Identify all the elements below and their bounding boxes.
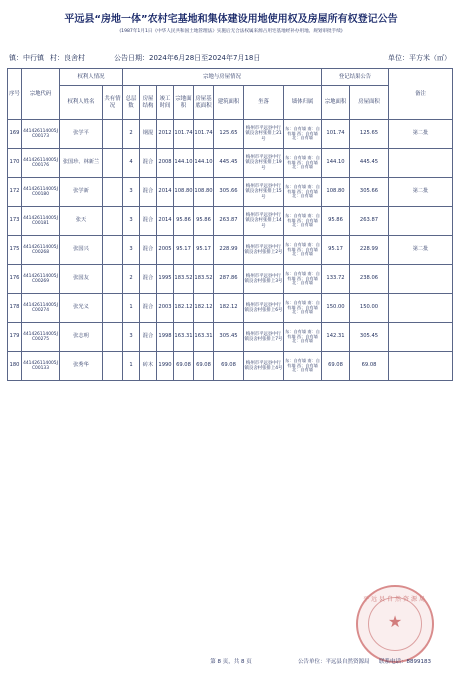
cell-reg-land: 101.74 <box>322 120 350 149</box>
cell-boundary: 东：自有墙 南：自有墙 西：自有墙 北：自有墙 <box>284 294 322 323</box>
cell-year: 2014 <box>157 207 174 236</box>
cell-boundary: 东：自有墙 南：自有墙 西：自有墙 北：自有墙 <box>284 149 322 178</box>
cell-note <box>389 352 453 381</box>
cell-build-area: 305.66 <box>214 178 244 207</box>
cell-land-area: 95.86 <box>174 207 194 236</box>
cell-name: 张国珍、林新兰 <box>60 149 103 178</box>
col-header-base-area: 房屋基底面积 <box>194 86 214 120</box>
cell-reg-land: 133.72 <box>322 265 350 294</box>
cell-build-area: 445.45 <box>214 149 244 178</box>
official-seal-stamp <box>356 585 434 663</box>
cell-note <box>389 149 453 178</box>
cell-code: 441426114005JC00274 <box>22 294 60 323</box>
cell-co <box>103 120 123 149</box>
town-label: 镇：中行镇 <box>9 54 44 62</box>
cell-land-area: 144.10 <box>174 149 194 178</box>
footer-contact <box>298 657 431 665</box>
col-header-land-area: 宗地面积 <box>174 86 194 120</box>
col-header-seq: 序号 <box>8 69 22 120</box>
cell-seq: 173 <box>8 207 22 236</box>
cell-year: 2005 <box>157 236 174 265</box>
cell-structure: 混合 <box>140 207 157 236</box>
cell-base-area: 144.10 <box>194 149 214 178</box>
cell-build-area: 305.45 <box>214 323 244 352</box>
cell-structure: 钢混 <box>140 120 157 149</box>
cell-seq: 172 <box>8 178 22 207</box>
cell-seq: 176 <box>8 265 22 294</box>
cell-year: 2003 <box>157 294 174 323</box>
cell-reg-land: 69.08 <box>322 352 350 381</box>
cell-code: 441426114005JC00133 <box>22 352 60 381</box>
cell-seq: 169 <box>8 120 22 149</box>
phone-label: 联系电话：8899183 <box>379 659 432 665</box>
col-header-co: 共有情况 <box>103 86 123 120</box>
cell-structure: 混合 <box>140 294 157 323</box>
cell-reg-house: 228.99 <box>350 236 389 265</box>
cell-base-area: 69.08 <box>194 352 214 381</box>
cell-build-area: 182.12 <box>214 294 244 323</box>
cell-code: 441426114005JC00275 <box>22 323 60 352</box>
col-header-reg-land: 宗地面积 <box>322 86 350 120</box>
table-row <box>8 178 453 207</box>
cell-land-area: 101.74 <box>174 120 194 149</box>
cell-base-area: 183.52 <box>194 265 214 294</box>
village-label: 村：良舍村 <box>50 54 85 62</box>
cell-address: 梅州市平远县中行镇良舍村张排上19号 <box>244 149 284 178</box>
cell-name: 张天 <box>60 207 103 236</box>
cell-code: 441426114005JC00173 <box>22 120 60 149</box>
cell-base-area: 108.80 <box>194 178 214 207</box>
cell-base-area: 182.12 <box>194 294 214 323</box>
cell-name: 张秀华 <box>60 352 103 381</box>
table-row <box>8 149 453 178</box>
cell-land-area: 108.80 <box>174 178 194 207</box>
cell-note <box>389 294 453 323</box>
cell-floors: 2 <box>123 120 140 149</box>
cell-note <box>389 323 453 352</box>
col-header-name: 权利人姓名 <box>60 86 103 120</box>
cell-reg-house: 150.00 <box>350 294 389 323</box>
cell-co <box>103 236 123 265</box>
cell-co <box>103 178 123 207</box>
cell-seq: 175 <box>8 236 22 265</box>
cell-boundary: 东：自有墙 南：自有墙 西：自有墙 北：自有墙 <box>284 352 322 381</box>
seal-text: 平远县自然资源局 <box>362 596 427 603</box>
group-header-land: 宗地与房屋情况 <box>123 69 322 86</box>
unit-label: 单位：平方米（㎡） <box>388 54 451 62</box>
cell-note: 第二批 <box>389 120 453 149</box>
cell-build-area: 263.87 <box>214 207 244 236</box>
cell-name: 张学平 <box>60 120 103 149</box>
cell-address: 梅州市平远县中行镇良舍村张排上4号 <box>244 352 284 381</box>
cell-floors: 3 <box>123 207 140 236</box>
cell-reg-land: 95.17 <box>322 236 350 265</box>
cell-land-area: 182.12 <box>174 294 194 323</box>
cell-code: 441426114005JC00268 <box>22 236 60 265</box>
cell-reg-land: 108.80 <box>322 178 350 207</box>
cell-note: 第二批 <box>389 236 453 265</box>
announcement-period: 公告日期：2024年6月28日至2024年7月18日 <box>114 54 261 62</box>
cell-floors: 2 <box>123 265 140 294</box>
table-row <box>8 207 453 236</box>
cell-land-area: 69.08 <box>174 352 194 381</box>
cell-seq: 170 <box>8 149 22 178</box>
cell-base-area: 163.31 <box>194 323 214 352</box>
table-row <box>8 265 453 294</box>
cell-structure: 混合 <box>140 178 157 207</box>
table-row <box>8 120 453 149</box>
cell-reg-land: 142.31 <box>322 323 350 352</box>
cell-build-area: 69.08 <box>214 352 244 381</box>
cell-address: 梅州市平远县中行镇良舍村张排上7号 <box>244 323 284 352</box>
cell-co <box>103 149 123 178</box>
cell-year: 1990 <box>157 352 174 381</box>
cell-floors: 3 <box>123 323 140 352</box>
col-header-floors: 总层数 <box>123 86 140 120</box>
cell-co <box>103 323 123 352</box>
cell-reg-house: 305.45 <box>350 323 389 352</box>
cell-boundary: 东：自有墙 南：自有墙 西：自有墙 北：自有墙 <box>284 236 322 265</box>
cell-reg-house: 238.06 <box>350 265 389 294</box>
cell-floors: 1 <box>123 352 140 381</box>
col-header-year: 竣工时间 <box>157 86 174 120</box>
cell-seq: 180 <box>8 352 22 381</box>
cell-structure: 混合 <box>140 323 157 352</box>
cell-floors: 3 <box>123 178 140 207</box>
cell-structure: 混合 <box>140 149 157 178</box>
cell-structure: 砖木 <box>140 352 157 381</box>
cell-address: 梅州市平远县中行镇良舍村张排上14号 <box>244 207 284 236</box>
cell-address: 梅州市平远县中行镇良舍村张排上2号 <box>244 236 284 265</box>
col-header-build-area: 建筑面积 <box>214 86 244 120</box>
cell-code: 441426114005JC00176 <box>22 149 60 178</box>
cell-base-area: 95.86 <box>194 207 214 236</box>
page-title: 平远县“房地一体”农村宅基地和集体建设用地使用权及房屋所有权登记公告 <box>64 14 398 25</box>
cell-name: 张光义 <box>60 294 103 323</box>
cell-land-area: 163.31 <box>174 323 194 352</box>
cell-name: 张志明 <box>60 323 103 352</box>
cell-reg-house: 305.66 <box>350 178 389 207</box>
cell-reg-house: 69.08 <box>350 352 389 381</box>
cell-co <box>103 265 123 294</box>
cell-structure: 混合 <box>140 236 157 265</box>
cell-year: 1998 <box>157 323 174 352</box>
cell-structure: 混合 <box>140 265 157 294</box>
table-row <box>8 236 453 265</box>
cell-reg-house: 445.45 <box>350 149 389 178</box>
page-subtitle: (1987年1月1日《中华人民共和国土地管理法》实施后无合法权属来源占用宅基地经补办用地、规划审批手续) <box>119 29 343 34</box>
cell-address: 梅州市平远县中行镇良舍村张排上15号 <box>244 178 284 207</box>
cell-address: 梅州市平远县中行镇良舍村张排上6号 <box>244 294 284 323</box>
cell-boundary: 东：自有墙 南：自有墙 西：自有墙 北：自有墙 <box>284 207 322 236</box>
cell-co <box>103 352 123 381</box>
cell-co <box>103 294 123 323</box>
group-header-result: 登记结果公告 <box>322 69 389 86</box>
cell-name: 张学新 <box>60 178 103 207</box>
col-header-note: 备注 <box>389 69 453 120</box>
cell-seq: 179 <box>8 323 22 352</box>
cell-address: 梅州市平远县中行镇良舍村张排上21号 <box>244 120 284 149</box>
cell-reg-land: 95.86 <box>322 207 350 236</box>
cell-year: 2008 <box>157 149 174 178</box>
cell-address: 梅州市平远县中行镇良舍村张排上3号 <box>244 265 284 294</box>
cell-name: 张国友 <box>60 265 103 294</box>
cell-year: 2014 <box>157 178 174 207</box>
cell-year: 2012 <box>157 120 174 149</box>
cell-boundary: 东：自有墙 南：自有墙 西：自有墙 北：自有墙 <box>284 120 322 149</box>
group-header-owner: 权利人情况 <box>60 69 123 86</box>
cell-note <box>389 265 453 294</box>
cell-code: 441426114005JC00180 <box>22 178 60 207</box>
cell-build-area: 287.86 <box>214 265 244 294</box>
page-number: 第 8 页，共 8 页 <box>210 659 252 665</box>
cell-co <box>103 207 123 236</box>
cell-land-area: 183.52 <box>174 265 194 294</box>
cell-build-area: 125.65 <box>214 120 244 149</box>
publisher-label: 公告单位：平远县自然资源局 <box>298 659 370 665</box>
cell-boundary: 东：自有墙 南：自有墙 西：自有墙 北：自有墙 <box>284 178 322 207</box>
cell-name: 张国兴 <box>60 236 103 265</box>
col-header-structure: 房屋结构 <box>140 86 157 120</box>
cell-base-area: 95.17 <box>194 236 214 265</box>
cell-year: 1995 <box>157 265 174 294</box>
registration-table <box>7 68 453 381</box>
cell-reg-house: 263.87 <box>350 207 389 236</box>
cell-code: 441426114005JC00181 <box>22 207 60 236</box>
cell-note: 第二批 <box>389 178 453 207</box>
col-header-address: 坐落 <box>244 86 284 120</box>
table-row <box>8 352 453 381</box>
col-header-boundary: 墙体归属 <box>284 86 322 120</box>
cell-floors: 1 <box>123 294 140 323</box>
cell-floors: 4 <box>123 149 140 178</box>
cell-code: 441426114005JC00269 <box>22 265 60 294</box>
cell-reg-house: 125.65 <box>350 120 389 149</box>
cell-boundary: 东：自有墙 南：自有墙 西：自有墙 北：自有墙 <box>284 323 322 352</box>
col-header-reg-house: 房屋面积 <box>350 86 389 120</box>
cell-floors: 3 <box>123 236 140 265</box>
cell-seq: 178 <box>8 294 22 323</box>
cell-reg-land: 150.00 <box>322 294 350 323</box>
cell-land-area: 95.17 <box>174 236 194 265</box>
col-header-code: 宗地代码 <box>22 69 60 120</box>
table-row <box>8 294 453 323</box>
cell-reg-land: 144.10 <box>322 149 350 178</box>
table-row <box>8 323 453 352</box>
cell-note <box>389 207 453 236</box>
seal-star-icon: ★ <box>387 612 403 631</box>
cell-boundary: 东：自有墙 南：自有墙 西：自有墙 北：自有墙 <box>284 265 322 294</box>
cell-build-area: 228.99 <box>214 236 244 265</box>
cell-base-area: 101.74 <box>194 120 214 149</box>
